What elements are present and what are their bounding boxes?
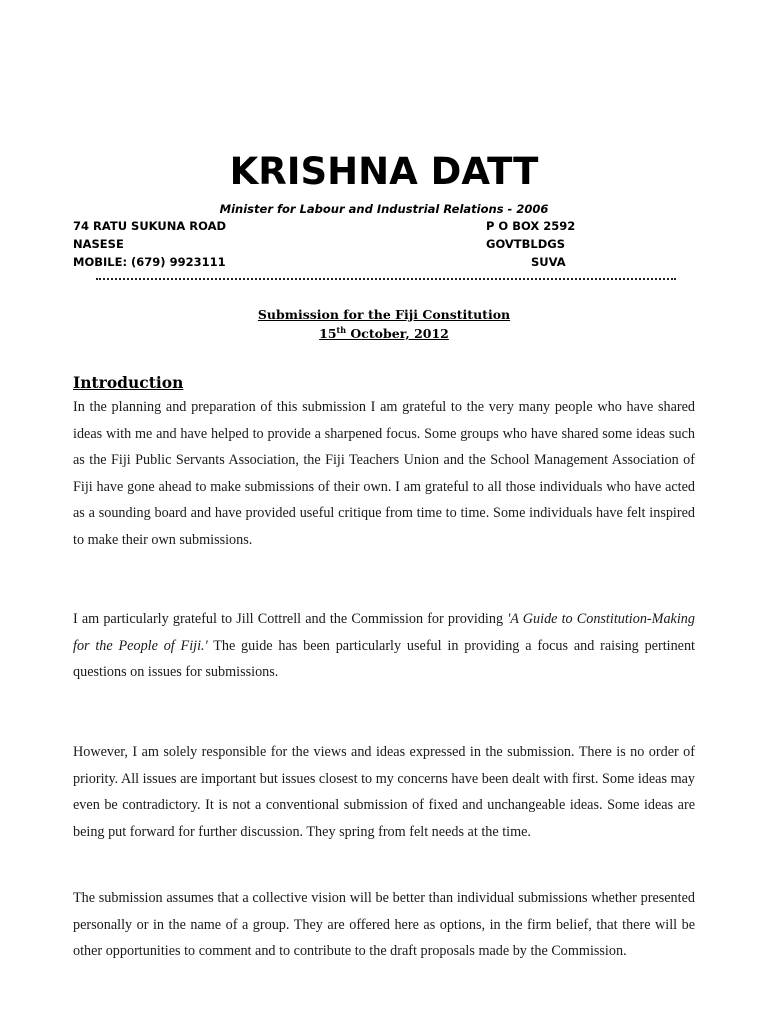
submission-title: Submission for the Fiji Constitution: [257, 307, 511, 322]
address-line-city: SUVA: [531, 255, 566, 269]
address-line-area: NASESE: [73, 237, 124, 251]
address-line-govtbldgs: GOVTBLDGS: [486, 237, 566, 251]
address-line-street: 74 RATU SUKUNA ROAD: [73, 219, 227, 233]
author-name: KRISHNA DATT: [229, 150, 539, 193]
paragraph-2-start: I am particularly grateful to Jill Cottrell and the Commission for providing: [73, 611, 508, 627]
submission-date: [0, 325, 768, 341]
dotted-divider: [96, 272, 676, 280]
date-rest: October, 2012: [346, 326, 449, 342]
paragraph-3: However, I am solely responsible for the views and ideas expressed in the submission. There is no order of priority. All issues are important but issues closest to my concerns have been dealt with first. Some ideas may even be contradictory. It is not a conventional submission of fixed and unchangeable ideas. Some ideas are being put forward for further discussion. They spring from felt needs at the time.: [73, 744, 695, 840]
address-line-pobox: P O BOX 2592: [486, 219, 576, 233]
author-role: Minister for Labour and Industrial Relations - 2006: [219, 202, 549, 216]
paragraph-2-end: The guide has been particularly useful in providing a focus and raising pertinent questions on issues for submissions.: [73, 637, 695, 680]
section-heading: Introduction: [73, 373, 184, 392]
paragraph-1: In the planning and preparation of this submission I am grateful to the very many people who have shared ideas with me and have helped to provide a sharpened focus. Some groups who have shared some ideas such as the Fiji Public Servants Association, the Fiji Teachers Union and the School Management Association of Fiji have gone ahead to make submissions of their own. I am grateful to all those individuals who have acted as a sounding board and have provided useful critique from time to time. Some individuals have felt inspired to make their own submissions.: [73, 399, 695, 548]
guide-title: 'A Guide to Constitution-Making for the People of Fiji.': [73, 611, 695, 654]
date-suffix: th: [336, 325, 347, 335]
date-day: 15: [319, 326, 337, 342]
paragraph-4: The submission assumes that a collective vision will be better than individual submissions whether presented personally or in the name of a group. They are offered here as options, in the firm belief, that there will be other opportunities to comment and to contribute to the draft proposals made by the Commission.: [73, 890, 695, 959]
paragraph-2: [73, 606, 695, 686]
address-line-mobile: MOBILE: (679) 9923111: [73, 255, 226, 269]
